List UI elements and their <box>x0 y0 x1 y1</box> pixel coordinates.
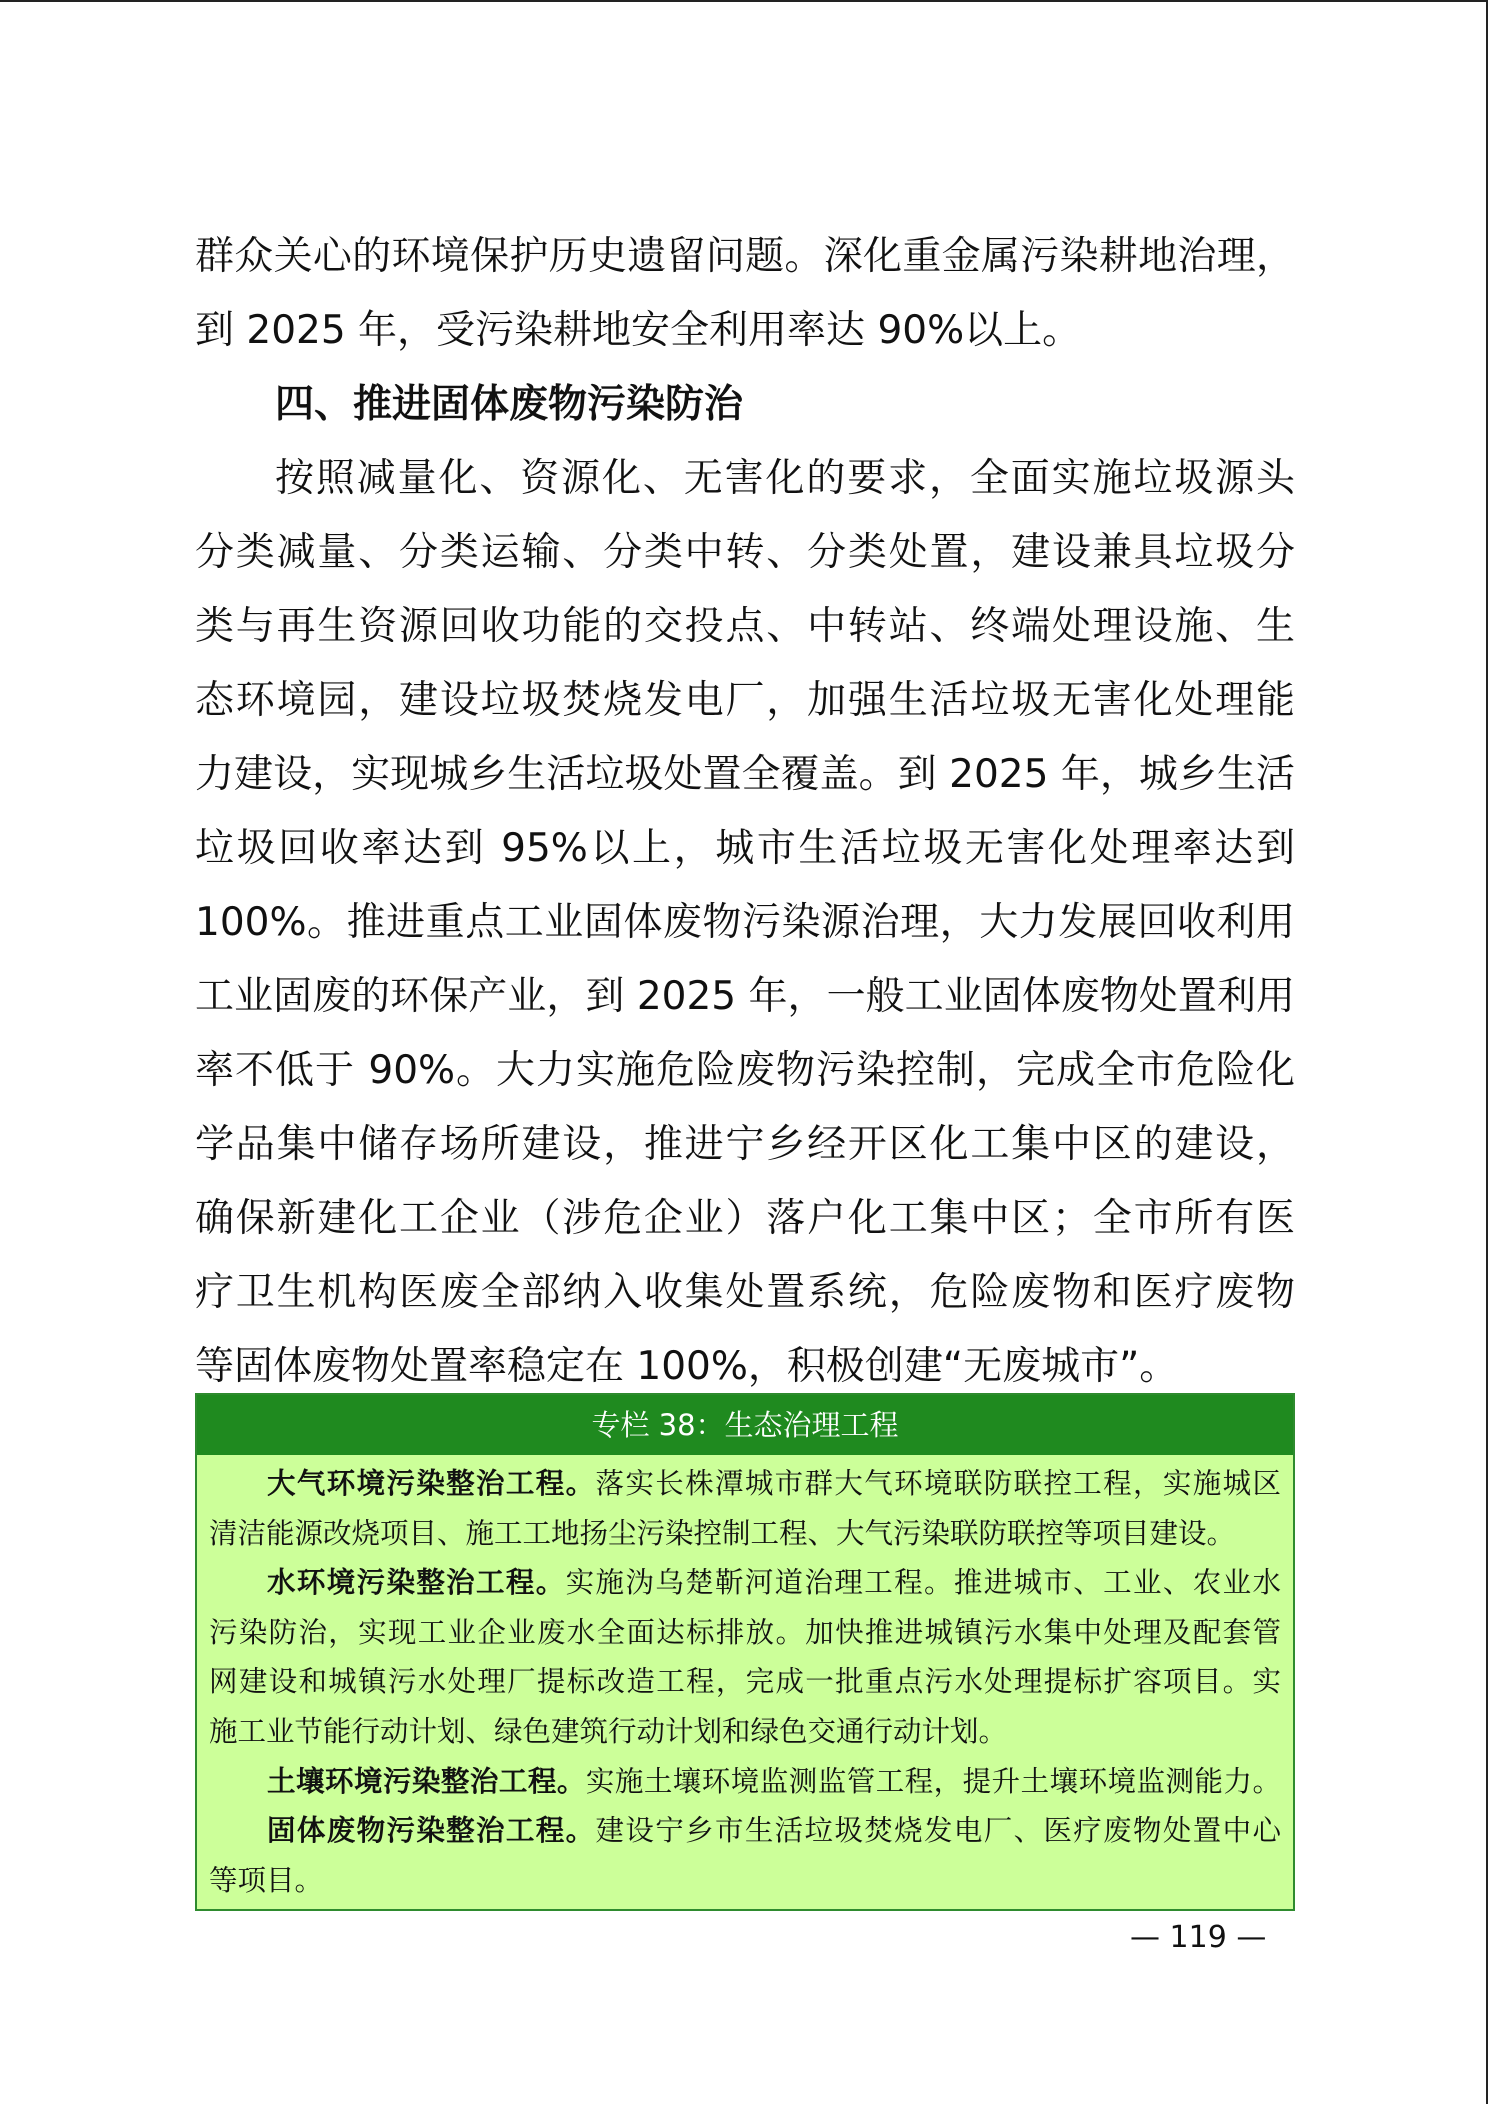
box-item-text: 建设宁乡市生活垃圾焚烧发电厂、医疗废物处置中心 <box>595 1814 1281 1848</box>
box-item-text: 落实长株潭城市群大气环境联防联控工程，实施城区 <box>595 1467 1281 1500</box>
page-top-border <box>0 0 1488 2</box>
section-heading: 四、推进固体废物污染防治 <box>275 382 744 427</box>
paragraph-line: 力建设，实现城乡生活垃圾处置全覆盖。到 2025 年，城乡生活 <box>195 752 1295 797</box>
box-item-label: 土壤环境污染整治工程。 <box>267 1764 586 1798</box>
paragraph-line: 率不低于 90%。大力实施危险废物污染控制，完成全市危险化 <box>195 1048 1295 1093</box>
box-item-line <box>209 1757 1281 1807</box>
paragraph-line: 态环境园，建设垃圾焚烧发电厂，加强生活垃圾无害化处理能 <box>195 678 1295 723</box>
body-text-line: 到 2025 年，受污染耕地安全利用率达 90%以上。 <box>195 308 1082 353</box>
paragraph-line: 确保新建化工企业（涉危企业）落户化工集中区；全市所有医 <box>195 1196 1295 1241</box>
paragraph-line: 工业固废的环保产业，到 2025 年，一般工业固体废物处置利用 <box>195 974 1295 1019</box>
box-item-line <box>209 1806 1281 1856</box>
paragraph-line: 等固体废物处置率稳定在 100%，积极创建“无废城市”。 <box>195 1344 1179 1389</box>
box-item-label: 水环境污染整治工程。 <box>267 1566 566 1600</box>
document-body <box>195 220 1295 1404</box>
page-number: — 119 — <box>1130 1920 1267 1955</box>
feature-box-title: 专栏 38：生态治理工程 <box>197 1395 1293 1455</box>
paragraph-line: 学品集中储存场所建设，推进宁乡经开区化工集中区的建设， <box>195 1122 1295 1167</box>
box-item-text: 实施沩乌楚靳河道治理工程。推进城市、工业、农业水 <box>565 1566 1281 1600</box>
box-item-line: 网建设和城镇污水处理厂提标改造工程，完成一批重点污水处理提标扩容项目。实 <box>209 1665 1281 1699</box>
box-item-line: 污染防治，实现工业企业废水全面达标排放。加快推进城镇污水集中处理及配套管 <box>209 1615 1281 1649</box>
paragraph-line: 100%。推进重点工业固体废物污染源治理，大力发展回收利用 <box>195 900 1295 945</box>
paragraph-line: 类与再生资源回收功能的交投点、中转站、终端处理设施、生 <box>195 604 1295 649</box>
box-item-label: 固体废物污染整治工程。 <box>267 1814 596 1848</box>
body-text-line: 群众关心的环境保护历史遗留问题。深化重金属污染耕地治理， <box>195 234 1295 279</box>
feature-box <box>195 1393 1295 1911</box>
box-item-line: 清洁能源改烧项目、施工工地扬尘污染控制工程、大气污染联防联控等项目建设。 <box>209 1516 1236 1550</box>
box-item-line <box>209 1459 1281 1509</box>
paragraph-line: 垃圾回收率达到 95%以上，城市生活垃圾无害化处理率达到 <box>195 826 1295 871</box>
box-item-line <box>209 1558 1281 1608</box>
paragraph-line: 分类减量、分类运输、分类中转、分类处置，建设兼具垃圾分 <box>195 530 1295 575</box>
paragraph-line: 按照减量化、资源化、无害化的要求，全面实施垃圾源头 <box>275 456 1295 501</box>
box-item-label: 大气环境污染整治工程。 <box>267 1467 596 1500</box>
box-item-line: 等项目。 <box>209 1863 324 1897</box>
paragraph-line: 疗卫生机构医废全部纳入收集处置系统，危险废物和医疗废物 <box>195 1270 1295 1315</box>
box-item-line: 施工业节能行动计划、绿色建筑行动计划和绿色交通行动计划。 <box>209 1714 1008 1748</box>
feature-box-body <box>197 1455 1293 1909</box>
box-item-text: 实施土壤环境监测监管工程，提升土壤环境监测能力。 <box>585 1764 1281 1798</box>
